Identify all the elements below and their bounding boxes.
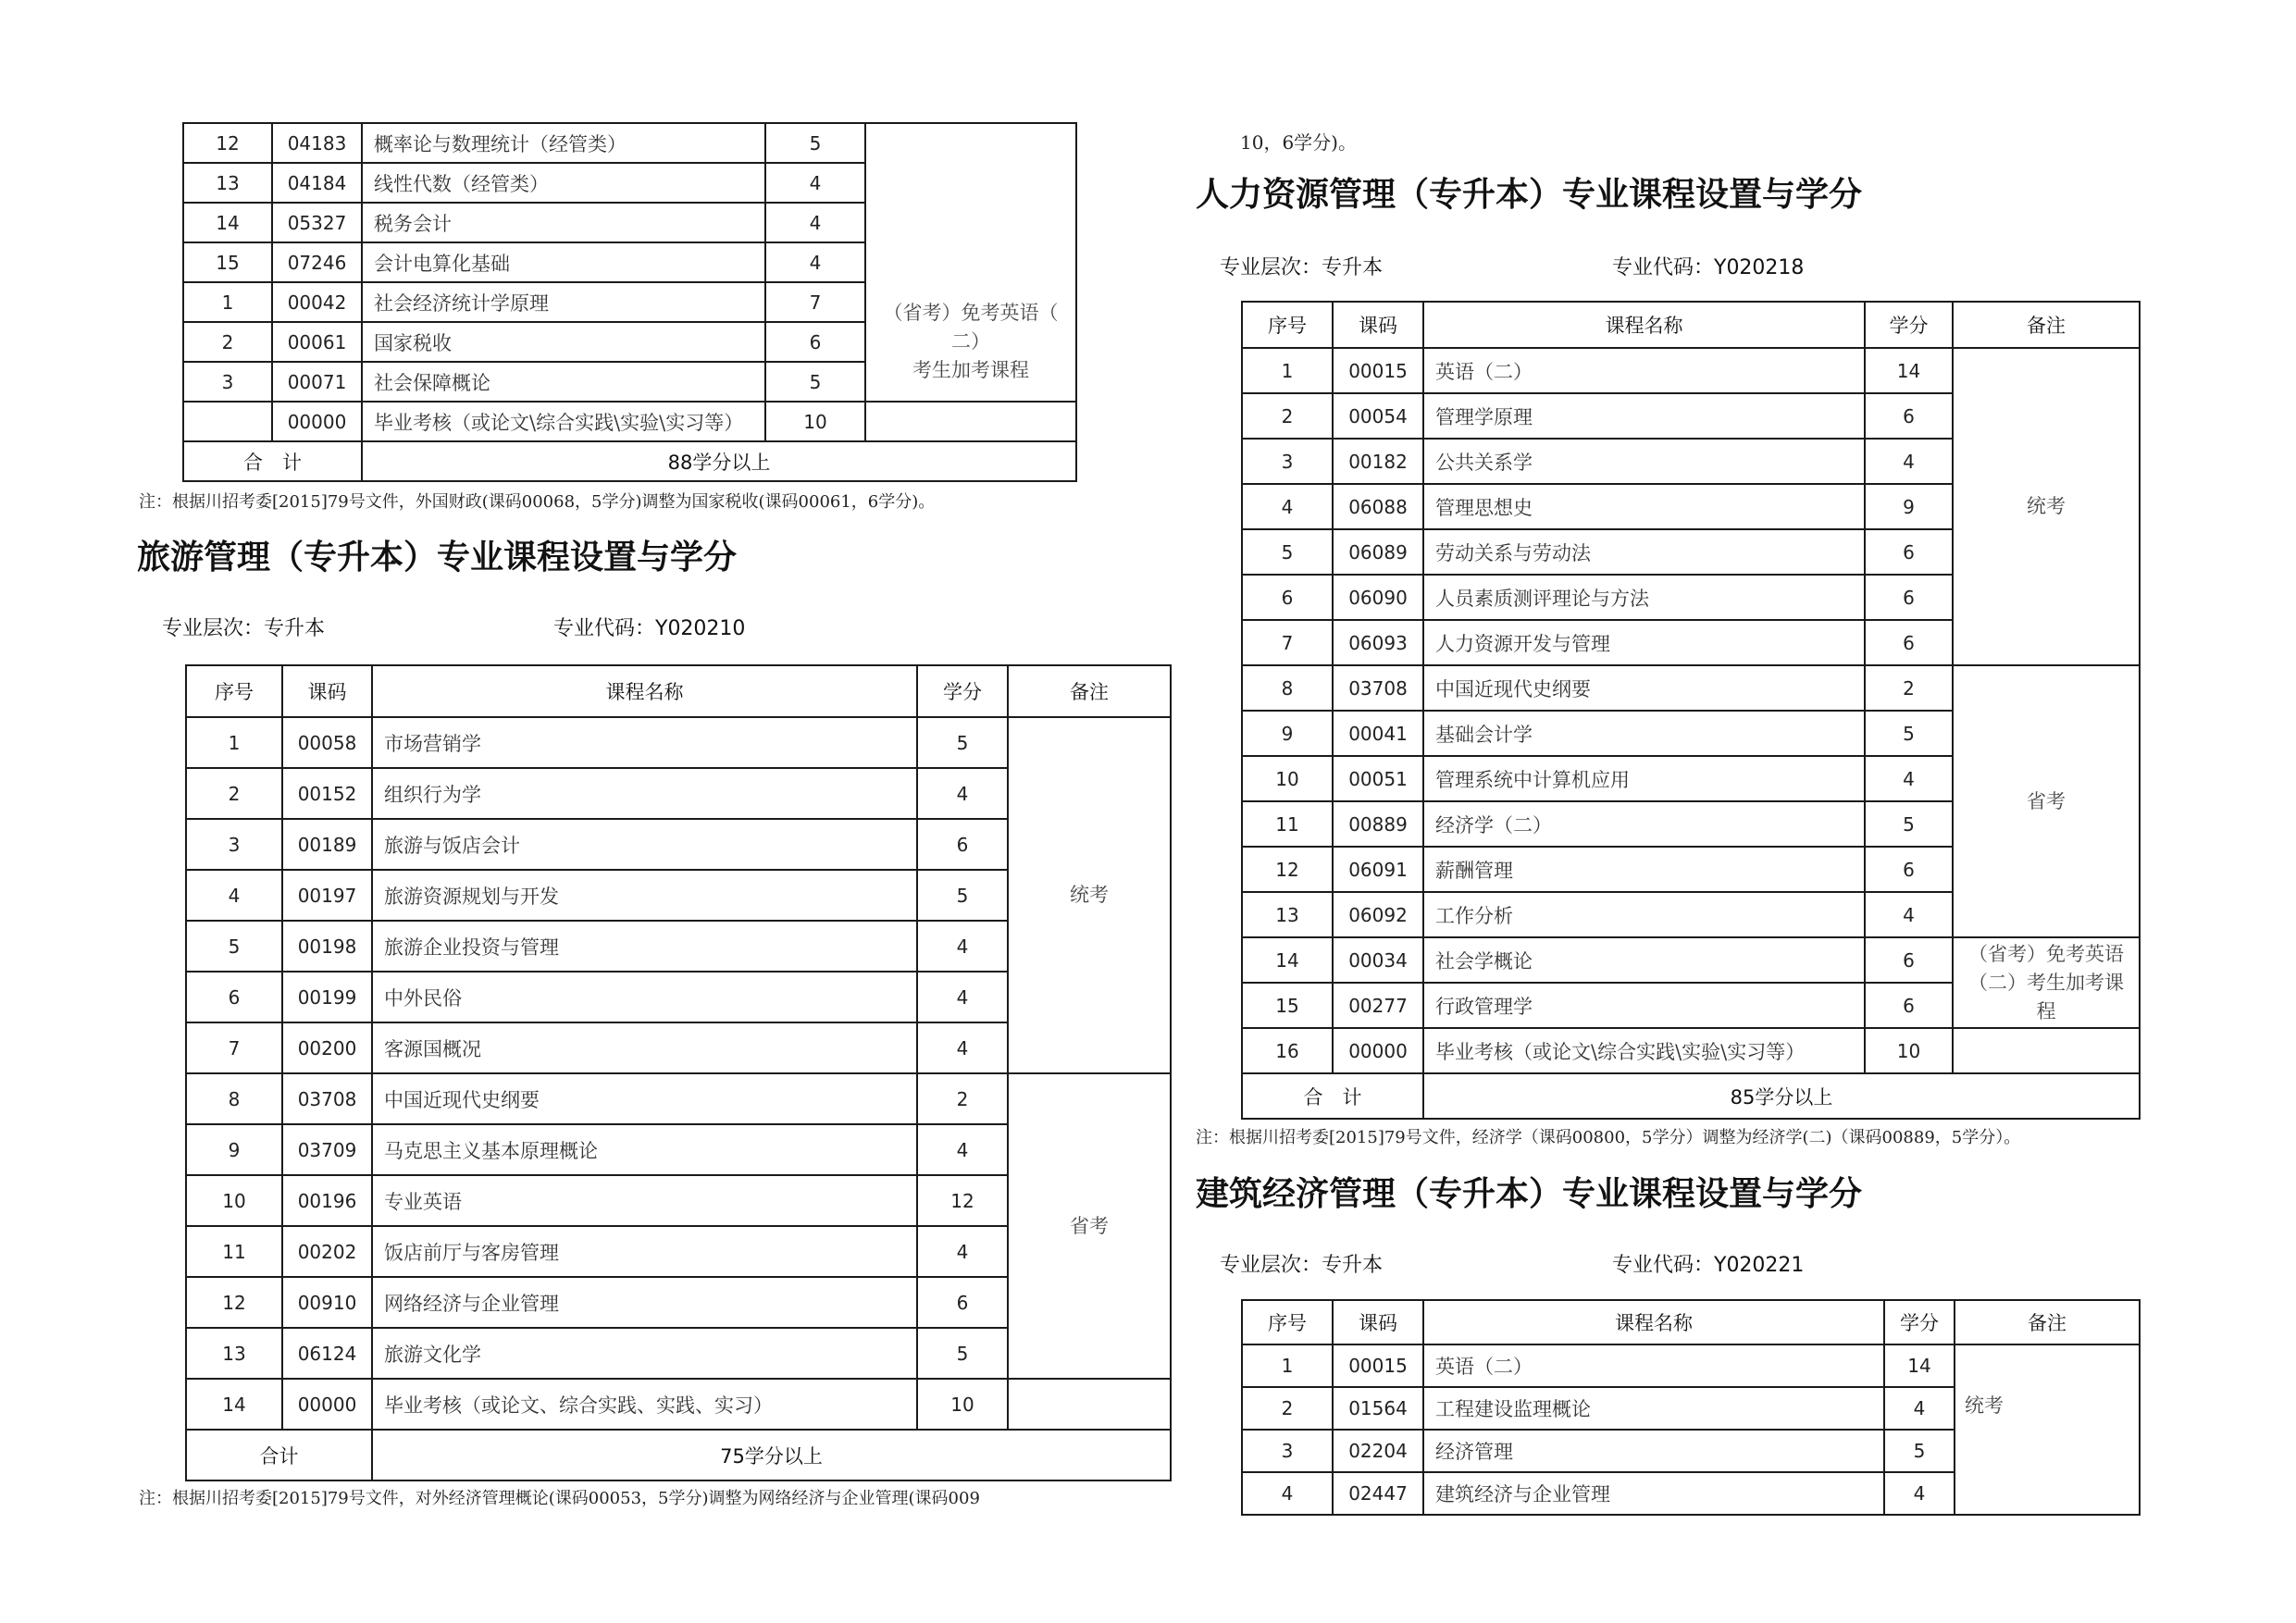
row-number: 3 <box>1242 1430 1333 1472</box>
table-row <box>183 402 1076 441</box>
course-credit: 6 <box>1865 983 1953 1028</box>
row-number: 7 <box>1242 620 1333 665</box>
course-name: 中外民俗 <box>372 972 917 1022</box>
course-code: 00000 <box>282 1379 372 1430</box>
course-credit: 6 <box>1865 620 1953 665</box>
course-name: 旅游企业投资与管理 <box>372 921 917 972</box>
hr-code: 专业代码：Y020218 <box>1612 256 1805 279</box>
course-name: 网络经济与企业管理 <box>372 1277 917 1328</box>
course-name: 组织行为学 <box>372 768 917 819</box>
course-code: 04184 <box>272 163 362 203</box>
course-credit: 4 <box>917 1226 1008 1277</box>
course-credit: 5 <box>917 870 1008 921</box>
row-number: 12 <box>183 123 272 163</box>
course-name: 人员素质测评理论与方法 <box>1423 575 1865 620</box>
row-number: 3 <box>1242 439 1333 484</box>
construction-course-table <box>1241 1299 2141 1516</box>
course-credit: 6 <box>1865 575 1953 620</box>
remark-line: 程 <box>2036 999 2056 1022</box>
table-row <box>183 282 1076 322</box>
course-credit: 10 <box>1865 1028 1953 1073</box>
row-number: 4 <box>186 870 282 921</box>
course-name: 饭店前厅与客房管理 <box>372 1226 917 1277</box>
course-name: 税务会计 <box>362 203 765 242</box>
row-number: 7 <box>186 1022 282 1073</box>
course-name: 经济管理 <box>1423 1430 1884 1472</box>
construction-title: 建筑经济管理（专升本）专业课程设置与学分 <box>1196 1174 1863 1213</box>
table-header-row <box>186 665 1171 717</box>
row-number: 3 <box>183 362 272 402</box>
table-row <box>183 123 1076 163</box>
row-number: 2 <box>1242 393 1333 439</box>
course-name: 英语（二） <box>1423 348 1865 393</box>
header-credit: 学分 <box>1884 1300 1955 1344</box>
course-credit: 4 <box>765 242 865 282</box>
construction-level: 专业层次：专升本 <box>1220 1254 1384 1277</box>
course-name: 市场营销学 <box>372 717 917 768</box>
hr-course-table <box>1241 301 2141 1120</box>
remark-cell-empty <box>865 402 1076 441</box>
remark-text: 统考 <box>1965 1394 2004 1417</box>
row-number: 8 <box>186 1073 282 1124</box>
row-number: 14 <box>1242 937 1333 983</box>
course-credit: 6 <box>1865 393 1953 439</box>
course-credit: 4 <box>1884 1387 1955 1430</box>
row-number: 1 <box>183 282 272 322</box>
course-name: 建筑经济与企业管理 <box>1423 1472 1884 1515</box>
table-row <box>1242 937 2140 983</box>
course-code: 06090 <box>1333 575 1423 620</box>
course-code: 00197 <box>282 870 372 921</box>
remark-unified-exam: 统考 <box>1953 348 2140 665</box>
course-name: 基础会计学 <box>1423 711 1865 756</box>
total-label: 合计 <box>186 1430 372 1481</box>
course-credit: 4 <box>917 768 1008 819</box>
course-credit: 4 <box>1865 892 1953 937</box>
course-credit: 6 <box>1865 937 1953 983</box>
course-code: 06088 <box>1333 484 1423 529</box>
row-number: 2 <box>186 768 282 819</box>
header-name: 课程名称 <box>1423 302 1865 348</box>
row-number: 13 <box>186 1328 282 1379</box>
course-code: 03708 <box>1333 665 1423 711</box>
row-number: 11 <box>186 1226 282 1277</box>
course-code: 02204 <box>1333 1430 1423 1472</box>
row-number: 1 <box>186 717 282 768</box>
hr-level: 专业层次：专升本 <box>1220 256 1384 279</box>
course-name: 专业英语 <box>372 1175 917 1226</box>
course-credit: 5 <box>765 362 865 402</box>
row-number: 2 <box>1242 1387 1333 1430</box>
course-credit: 14 <box>1865 348 1953 393</box>
table-row <box>1242 1344 2140 1387</box>
course-name: 毕业考核（或论文\综合实践\实验\实习等） <box>1423 1028 1865 1073</box>
course-credit: 2 <box>917 1073 1008 1124</box>
course-credit: 2 <box>1865 665 1953 711</box>
header-code: 课码 <box>282 665 372 717</box>
course-name: 马克思主义基本原理概论 <box>372 1124 917 1175</box>
course-name: 概率论与数理统计（经管类） <box>362 123 765 163</box>
course-code: 00000 <box>1333 1028 1423 1073</box>
course-credit: 4 <box>765 163 865 203</box>
course-credit: 5 <box>1865 711 1953 756</box>
remark-line: 二） <box>951 329 990 353</box>
course-name: 管理思想史 <box>1423 484 1865 529</box>
course-name: 线性代数（经管类） <box>362 163 765 203</box>
course-credit: 4 <box>917 1124 1008 1175</box>
course-code: 03708 <box>282 1073 372 1124</box>
course-name: 行政管理学 <box>1423 983 1865 1028</box>
course-name: 客源国概况 <box>372 1022 917 1073</box>
course-code: 00071 <box>272 362 362 402</box>
course-name: 中国近现代史纲要 <box>372 1073 917 1124</box>
course-code: 06124 <box>282 1328 372 1379</box>
course-name: 旅游与饭店会计 <box>372 819 917 870</box>
total-row <box>183 441 1076 481</box>
course-code: 00051 <box>1333 756 1423 801</box>
course-code: 00152 <box>282 768 372 819</box>
construction-code: 专业代码：Y020221 <box>1612 1254 1805 1277</box>
course-code: 00196 <box>282 1175 372 1226</box>
course-name: 国家税收 <box>362 322 765 362</box>
course-code: 00034 <box>1333 937 1423 983</box>
tourism-title: 旅游管理（专升本）专业课程设置与学分 <box>137 538 738 576</box>
course-name: 毕业考核（或论文\综合实践\实验\实习等） <box>362 402 765 441</box>
course-code: 00910 <box>282 1277 372 1328</box>
row-number: 12 <box>186 1277 282 1328</box>
course-code: 07246 <box>272 242 362 282</box>
course-code: 06091 <box>1333 847 1423 892</box>
row-number: 13 <box>183 163 272 203</box>
course-code: 06092 <box>1333 892 1423 937</box>
remark-cell-empty <box>865 123 1076 282</box>
course-code: 00054 <box>1333 393 1423 439</box>
course-name: 管理系统中计算机应用 <box>1423 756 1865 801</box>
remark-line: （省考）免考英语（ <box>883 301 1059 324</box>
remark-line: 考生加考课程 <box>912 358 1029 381</box>
hr-title: 人力资源管理（专升本）专业课程设置与学分 <box>1196 175 1863 214</box>
remark-line: （二）考生加考课 <box>1968 971 2124 994</box>
course-code: 02447 <box>1333 1472 1423 1515</box>
table-row <box>1242 665 2140 711</box>
course-credit: 4 <box>765 203 865 242</box>
tourism-level: 专业层次：专升本 <box>162 617 326 640</box>
table-row <box>186 1379 1171 1430</box>
course-name: 社会经济统计学原理 <box>362 282 765 322</box>
tourism-code: 专业代码：Y020210 <box>553 617 746 640</box>
course-name: 公共关系学 <box>1423 439 1865 484</box>
remark-line: （省考）免考英语 <box>1968 942 2124 965</box>
course-credit: 6 <box>1865 529 1953 575</box>
header-no: 序号 <box>1242 1300 1333 1344</box>
row-number: 15 <box>183 242 272 282</box>
course-credit: 5 <box>765 123 865 163</box>
course-name: 社会保障概论 <box>362 362 765 402</box>
course-code: 00889 <box>1333 801 1423 847</box>
course-name: 经济学（二） <box>1423 801 1865 847</box>
course-code: 00015 <box>1333 348 1423 393</box>
header-remark: 备注 <box>1955 1300 2140 1344</box>
table-row <box>1242 348 2140 393</box>
row-number: 12 <box>1242 847 1333 892</box>
row-number: 8 <box>1242 665 1333 711</box>
remark-extra-exam <box>1953 937 2140 1028</box>
top-table-note: 注：根据川招考委[2015]79号文件，外国财政(课码00068，5学分)调整为国家税收(课码00061，6学分)。 <box>139 492 936 512</box>
course-credit: 4 <box>917 972 1008 1022</box>
header-no: 序号 <box>1242 302 1333 348</box>
course-credit: 5 <box>917 717 1008 768</box>
table-row <box>186 717 1171 768</box>
header-remark: 备注 <box>1008 665 1171 717</box>
course-credit: 5 <box>1884 1430 1955 1472</box>
total-value: 75学分以上 <box>372 1430 1171 1481</box>
course-code: 00277 <box>1333 983 1423 1028</box>
course-code: 00041 <box>1333 711 1423 756</box>
course-name: 社会学概论 <box>1423 937 1865 983</box>
course-code: 00202 <box>282 1226 372 1277</box>
course-credit: 5 <box>1865 801 1953 847</box>
row-number: 10 <box>1242 756 1333 801</box>
course-code: 00182 <box>1333 439 1423 484</box>
header-credit: 学分 <box>917 665 1008 717</box>
remark-unified-exam: 统考 <box>1008 717 1171 1073</box>
course-name: 会计电算化基础 <box>362 242 765 282</box>
course-credit: 4 <box>917 921 1008 972</box>
header-remark: 备注 <box>1953 302 2140 348</box>
course-code: 01564 <box>1333 1387 1423 1430</box>
table-row <box>186 1073 1171 1124</box>
course-credit: 6 <box>917 819 1008 870</box>
remark-extra-exam <box>865 282 1076 402</box>
course-code: 00199 <box>282 972 372 1022</box>
header-no: 序号 <box>186 665 282 717</box>
row-number: 16 <box>1242 1028 1333 1073</box>
course-name: 人力资源开发与管理 <box>1423 620 1865 665</box>
course-name: 薪酬管理 <box>1423 847 1865 892</box>
course-code: 04183 <box>272 123 362 163</box>
row-number: 5 <box>1242 529 1333 575</box>
table-row <box>1242 1028 2140 1073</box>
course-name: 旅游资源规划与开发 <box>372 870 917 921</box>
course-credit: 7 <box>765 282 865 322</box>
course-code: 00189 <box>282 819 372 870</box>
top-course-table <box>182 122 1077 482</box>
course-credit: 5 <box>917 1328 1008 1379</box>
course-name: 劳动关系与劳动法 <box>1423 529 1865 575</box>
total-label: 合 计 <box>183 441 362 481</box>
hr-note: 注：根据川招考委[2015]79号文件，经济学（课码00800，5学分）调整为经济学(二)（课码00889，5学分）。 <box>1196 1128 2021 1147</box>
header-name: 课程名称 <box>372 665 917 717</box>
remark-cell-empty <box>1008 1379 1171 1430</box>
row-number: 1 <box>1242 1344 1333 1387</box>
row-number: 9 <box>1242 711 1333 756</box>
course-name: 工程建设监理概论 <box>1423 1387 1884 1430</box>
row-number: 5 <box>186 921 282 972</box>
course-name: 管理学原理 <box>1423 393 1865 439</box>
total-label: 合 计 <box>1242 1073 1423 1119</box>
course-credit: 12 <box>917 1175 1008 1226</box>
course-code: 06089 <box>1333 529 1423 575</box>
remark-provincial-exam: 省考 <box>1008 1073 1171 1379</box>
course-credit: 6 <box>1865 847 1953 892</box>
row-number: 10 <box>186 1175 282 1226</box>
course-credit: 4 <box>1865 756 1953 801</box>
tourism-note: 注：根据川招考委[2015]79号文件，对外经济管理概论(课码00053，5学分)调整为网络经济与企业管理(课码009 <box>139 1489 980 1508</box>
course-credit: 4 <box>917 1022 1008 1073</box>
row-number: 6 <box>1242 575 1333 620</box>
course-code: 00015 <box>1333 1344 1423 1387</box>
row-number: 15 <box>1242 983 1333 1028</box>
course-credit: 10 <box>917 1379 1008 1430</box>
course-name: 中国近现代史纲要 <box>1423 665 1865 711</box>
header-credit: 学分 <box>1865 302 1953 348</box>
remark-cell-empty <box>1953 1028 2140 1073</box>
total-row <box>1242 1073 2140 1119</box>
course-credit: 6 <box>917 1277 1008 1328</box>
remark-provincial-exam: 省考 <box>1953 665 2140 937</box>
course-credit: 6 <box>765 322 865 362</box>
course-code: 00058 <box>282 717 372 768</box>
tourism-course-table <box>185 664 1172 1481</box>
row-number: 3 <box>186 819 282 870</box>
row-number <box>183 402 272 441</box>
course-name: 英语（二） <box>1423 1344 1884 1387</box>
row-number: 2 <box>183 322 272 362</box>
course-code: 05327 <box>272 203 362 242</box>
row-number: 1 <box>1242 348 1333 393</box>
total-value: 88学分以上 <box>362 441 1076 481</box>
table-header-row <box>1242 302 2140 348</box>
course-name: 毕业考核（或论文、综合实践、实践、实习） <box>372 1379 917 1430</box>
total-value: 85学分以上 <box>1423 1073 2140 1119</box>
header-name: 课程名称 <box>1423 1300 1884 1344</box>
course-credit: 4 <box>1865 439 1953 484</box>
row-number: 6 <box>186 972 282 1022</box>
header-code: 课码 <box>1333 1300 1423 1344</box>
course-name: 旅游文化学 <box>372 1328 917 1379</box>
row-number: 13 <box>1242 892 1333 937</box>
row-number: 14 <box>186 1379 282 1430</box>
course-credit: 4 <box>1884 1472 1955 1515</box>
course-credit: 10 <box>765 402 865 441</box>
course-code: 03709 <box>282 1124 372 1175</box>
header-code: 课码 <box>1333 302 1423 348</box>
total-row <box>186 1430 1171 1481</box>
row-number: 4 <box>1242 484 1333 529</box>
course-code: 00200 <box>282 1022 372 1073</box>
course-credit: 9 <box>1865 484 1953 529</box>
row-number: 4 <box>1242 1472 1333 1515</box>
remark-unified-exam <box>1955 1344 2140 1515</box>
course-code: 00198 <box>282 921 372 972</box>
course-name: 工作分析 <box>1423 892 1865 937</box>
course-code: 06093 <box>1333 620 1423 665</box>
course-code: 00000 <box>272 402 362 441</box>
row-number: 14 <box>183 203 272 242</box>
table-header-row <box>1242 1300 2140 1344</box>
course-code: 00061 <box>272 322 362 362</box>
row-number: 9 <box>186 1124 282 1175</box>
course-code: 00042 <box>272 282 362 322</box>
row-number: 11 <box>1242 801 1333 847</box>
course-credit: 14 <box>1884 1344 1955 1387</box>
hr-carry-text: 10，6学分)。 <box>1240 131 1357 154</box>
